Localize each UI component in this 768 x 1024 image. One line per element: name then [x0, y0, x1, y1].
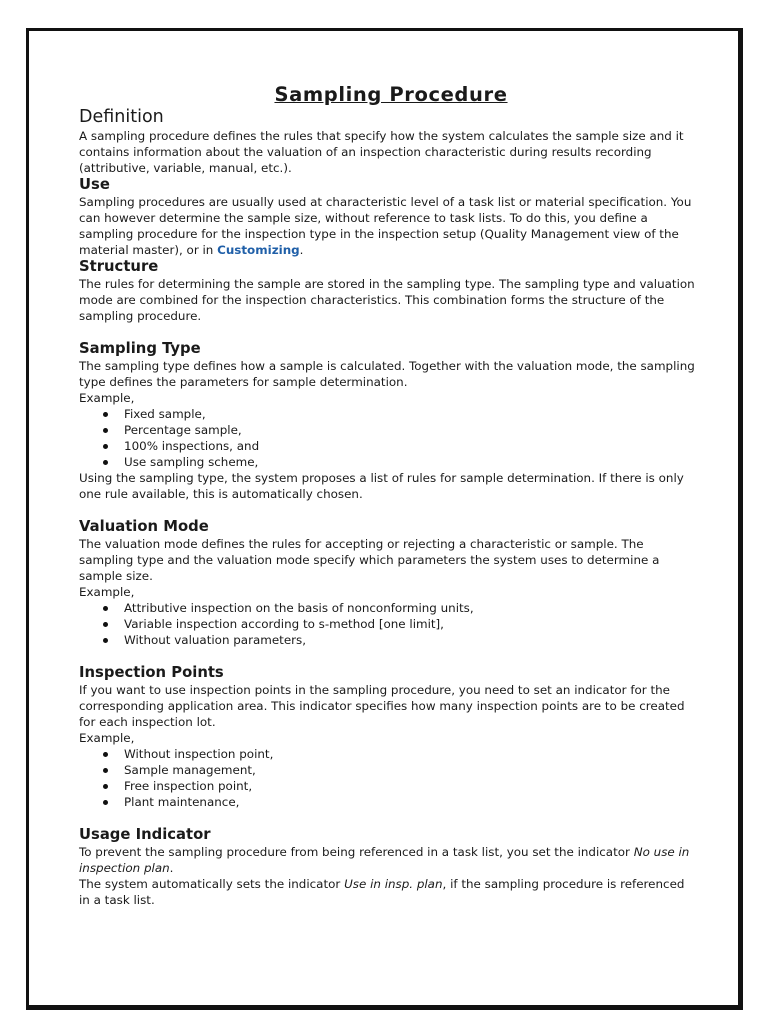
list-item: Variable inspection according to s-method [one limit], [103, 616, 695, 632]
inspection-points-list [79, 746, 695, 810]
inspection-points-heading: Inspection Points [79, 664, 224, 681]
inspection-points-example-label: Example, [79, 731, 135, 745]
page-title: Sampling Procedure [274, 83, 508, 106]
use-text-body: Sampling procedures are usually used at characteristic level of a task list or material specification. You can however determine the sample size, without reference to task lists. To do this, you define a sampling procedure for the inspection type in the inspection setup (Quality Management view of the material master), or in [79, 195, 692, 257]
use-heading: Use [79, 176, 110, 193]
list-item: Sample management, [103, 762, 695, 778]
definition-text: A sampling procedure defines the rules that specify how the system calculates the sample size and it contains information about the valuation of an inspection characteristic during results recording (attributive, variable, manual, etc.). [79, 129, 684, 175]
usage-indicator-text-2 [79, 876, 695, 908]
document-body [79, 83, 695, 908]
usage-indicator-heading: Usage Indicator [79, 826, 211, 843]
list-item: Without inspection point, [103, 746, 695, 762]
structure-heading: Structure [79, 258, 159, 275]
inspection-points-text: If you want to use inspection points in the sampling procedure, you need to set an indicator for the corresponding application area. This indicator specifies how many inspection points are to be created for each inspection lot. [79, 683, 685, 729]
usage-p1-end: . [169, 861, 174, 875]
usage-p2-start: The system automatically sets the indicator [79, 877, 345, 891]
list-item: Use sampling scheme, [103, 454, 695, 470]
usage-p2-end: , if the sampling procedure is referenced in a task list. [79, 877, 685, 907]
list-item: Free inspection point, [103, 778, 695, 794]
use-text [79, 194, 695, 258]
list-item: Percentage sample, [103, 422, 695, 438]
use-text-end: . [299, 243, 304, 257]
valuation-mode-heading: Valuation Mode [79, 518, 209, 535]
usage-p1-start: To prevent the sampling procedure from being referenced in a task list, you set the indicator [79, 845, 634, 859]
valuation-mode-list [79, 600, 695, 648]
list-item: Plant maintenance, [103, 794, 695, 810]
sampling-type-heading: Sampling Type [79, 340, 201, 357]
customizing-link[interactable]: Customizing [217, 243, 300, 257]
list-item: Attributive inspection on the basis of nonconforming units, [103, 600, 695, 616]
list-item: 100% inspections, and [103, 438, 695, 454]
list-item: Fixed sample, [103, 406, 695, 422]
sampling-type-list [79, 406, 695, 470]
valuation-mode-text: The valuation mode defines the rules for accepting or rejecting a characteristic or sample. The sampling type and the valuation mode specify which parameters the system uses to determine a sample size. [79, 537, 660, 583]
sampling-type-text: The sampling type defines how a sample is calculated. Together with the valuation mode, the sampling type defines the parameters for sample determination. [79, 359, 695, 389]
list-item: Without valuation parameters, [103, 632, 695, 648]
valuation-mode-example-label: Example, [79, 585, 135, 599]
usage-p2-italic: Use in insp. plan [344, 877, 443, 891]
usage-p1-italic: No use in inspection plan [79, 845, 690, 875]
sampling-type-after-text: Using the sampling type, the system proposes a list of rules for sample determination. If there is only one rule available, this is automatically chosen. [79, 471, 684, 501]
definition-heading: Definition [79, 107, 164, 127]
sampling-type-example-label: Example, [79, 391, 135, 405]
structure-text: The rules for determining the sample are stored in the sampling type. The sampling type and valuation mode are combined for the inspection characteristics. This combination forms the structure of the sampling procedure. [79, 277, 695, 323]
usage-indicator-text-1 [79, 844, 695, 876]
